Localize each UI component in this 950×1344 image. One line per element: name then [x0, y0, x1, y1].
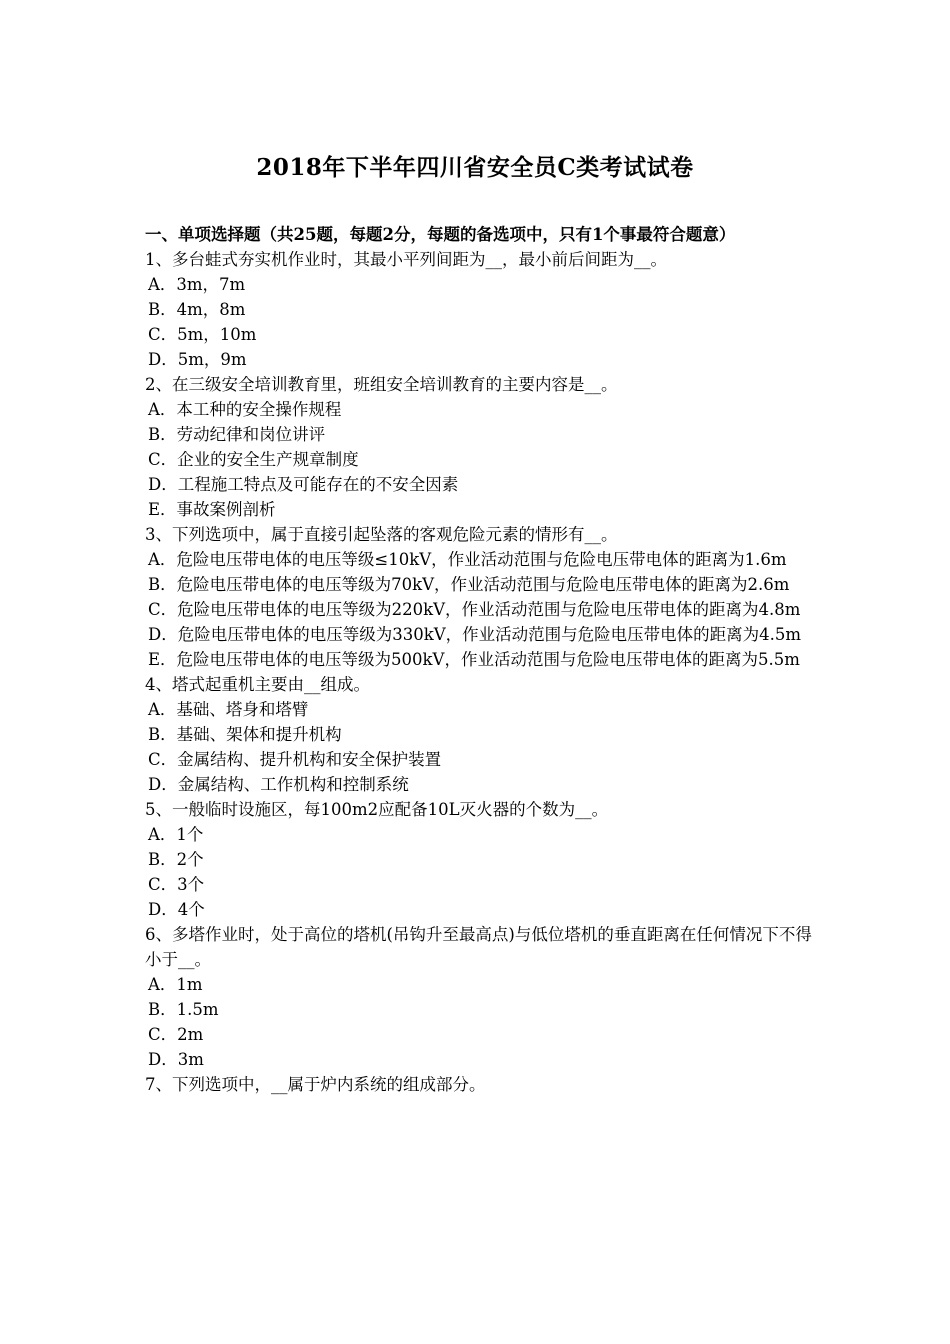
question-4-option-c: C．金属结构、提升机构和安全保护装置 — [148, 750, 442, 769]
question-2-option-a: A．本工种的安全操作规程 — [148, 400, 342, 419]
question-1-option-b: B．4m，8m — [148, 300, 246, 319]
question-3-option-a: A．危险电压带电体的电压等级≤10kV，作业活动范围与危险电压带电体的距离为1.6m — [148, 550, 787, 569]
question-4-option-b: B．基础、架体和提升机构 — [148, 725, 342, 744]
question-5-option-b: B．2个 — [148, 850, 204, 869]
question-4-option-d: D．金属结构、工作机构和控制系统 — [148, 775, 409, 794]
question-2-option-b: B．劳动纪律和岗位讲评 — [148, 425, 326, 444]
question-1-stem: 1、多台蛙式夯实机作业时，其最小平列间距为__，最小前后间距为__。 — [145, 250, 667, 269]
question-5-stem: 5、一般临时设施区，每100m2应配备10L灭火器的个数为__。 — [145, 800, 609, 819]
question-3-option-b: B．危险电压带电体的电压等级为70kV，作业活动范围与危险电压带电体的距离为2.6m — [148, 575, 790, 594]
question-7-stem: 7、下列选项中，__属于炉内系统的组成部分。 — [145, 1075, 486, 1094]
question-3-option-c: C．危险电压带电体的电压等级为220kV，作业活动范围与危险电压带电体的距离为4.8m — [148, 600, 801, 619]
question-3-option-d: D．危险电压带电体的电压等级为330kV，作业活动范围与危险电压带电体的距离为4.5m — [148, 625, 802, 644]
question-1-option-d: D．5m，9m — [148, 350, 247, 369]
section-heading: 一、单项选择题（共25题，每题2分，每题的备选项中，只有1个事最符合题意） — [145, 225, 736, 244]
question-3-stem: 3、下列选项中，属于直接引起坠落的客观危险元素的情形有__。 — [145, 525, 618, 544]
question-5-option-c: C．3个 — [148, 875, 205, 894]
question-2-stem: 2、在三级安全培训教育里，班组安全培训教育的主要内容是__。 — [145, 375, 618, 394]
question-6-option-a: A．1m — [148, 975, 203, 994]
question-6-option-c: C．2m — [148, 1025, 204, 1044]
question-4-option-a: A．基础、塔身和塔臂 — [148, 700, 309, 719]
question-3-option-e: E．危险电压带电体的电压等级为500kV，作业活动范围与危险电压带电体的距离为5.5m — [148, 650, 800, 669]
question-2-option-d: D．工程施工特点及可能存在的不安全因素 — [148, 475, 459, 494]
document-body — [145, 222, 813, 1097]
question-6-option-d: D．3m — [148, 1050, 204, 1069]
question-2-option-c: C．企业的安全生产规章制度 — [148, 450, 359, 469]
question-2-option-e: E．事故案例剖析 — [148, 500, 276, 519]
question-1-option-c: C．5m，10m — [148, 325, 257, 344]
question-6-stem: 6、多塔作业时，处于高位的塔机(吊钩升至最高点)与低位塔机的垂直距离在任何情况下不得小于__。 — [145, 925, 812, 969]
question-1-option-a: A．3m，7m — [148, 275, 246, 294]
question-4-stem: 4、塔式起重机主要由__组成。 — [145, 675, 370, 694]
document-title: 2018年下半年四川省安全员C类考试试卷 — [256, 154, 694, 181]
question-5-option-d: D．4个 — [148, 900, 205, 919]
question-6-option-b: B．1.5m — [148, 1000, 219, 1019]
question-5-option-a: A．1个 — [148, 825, 204, 844]
